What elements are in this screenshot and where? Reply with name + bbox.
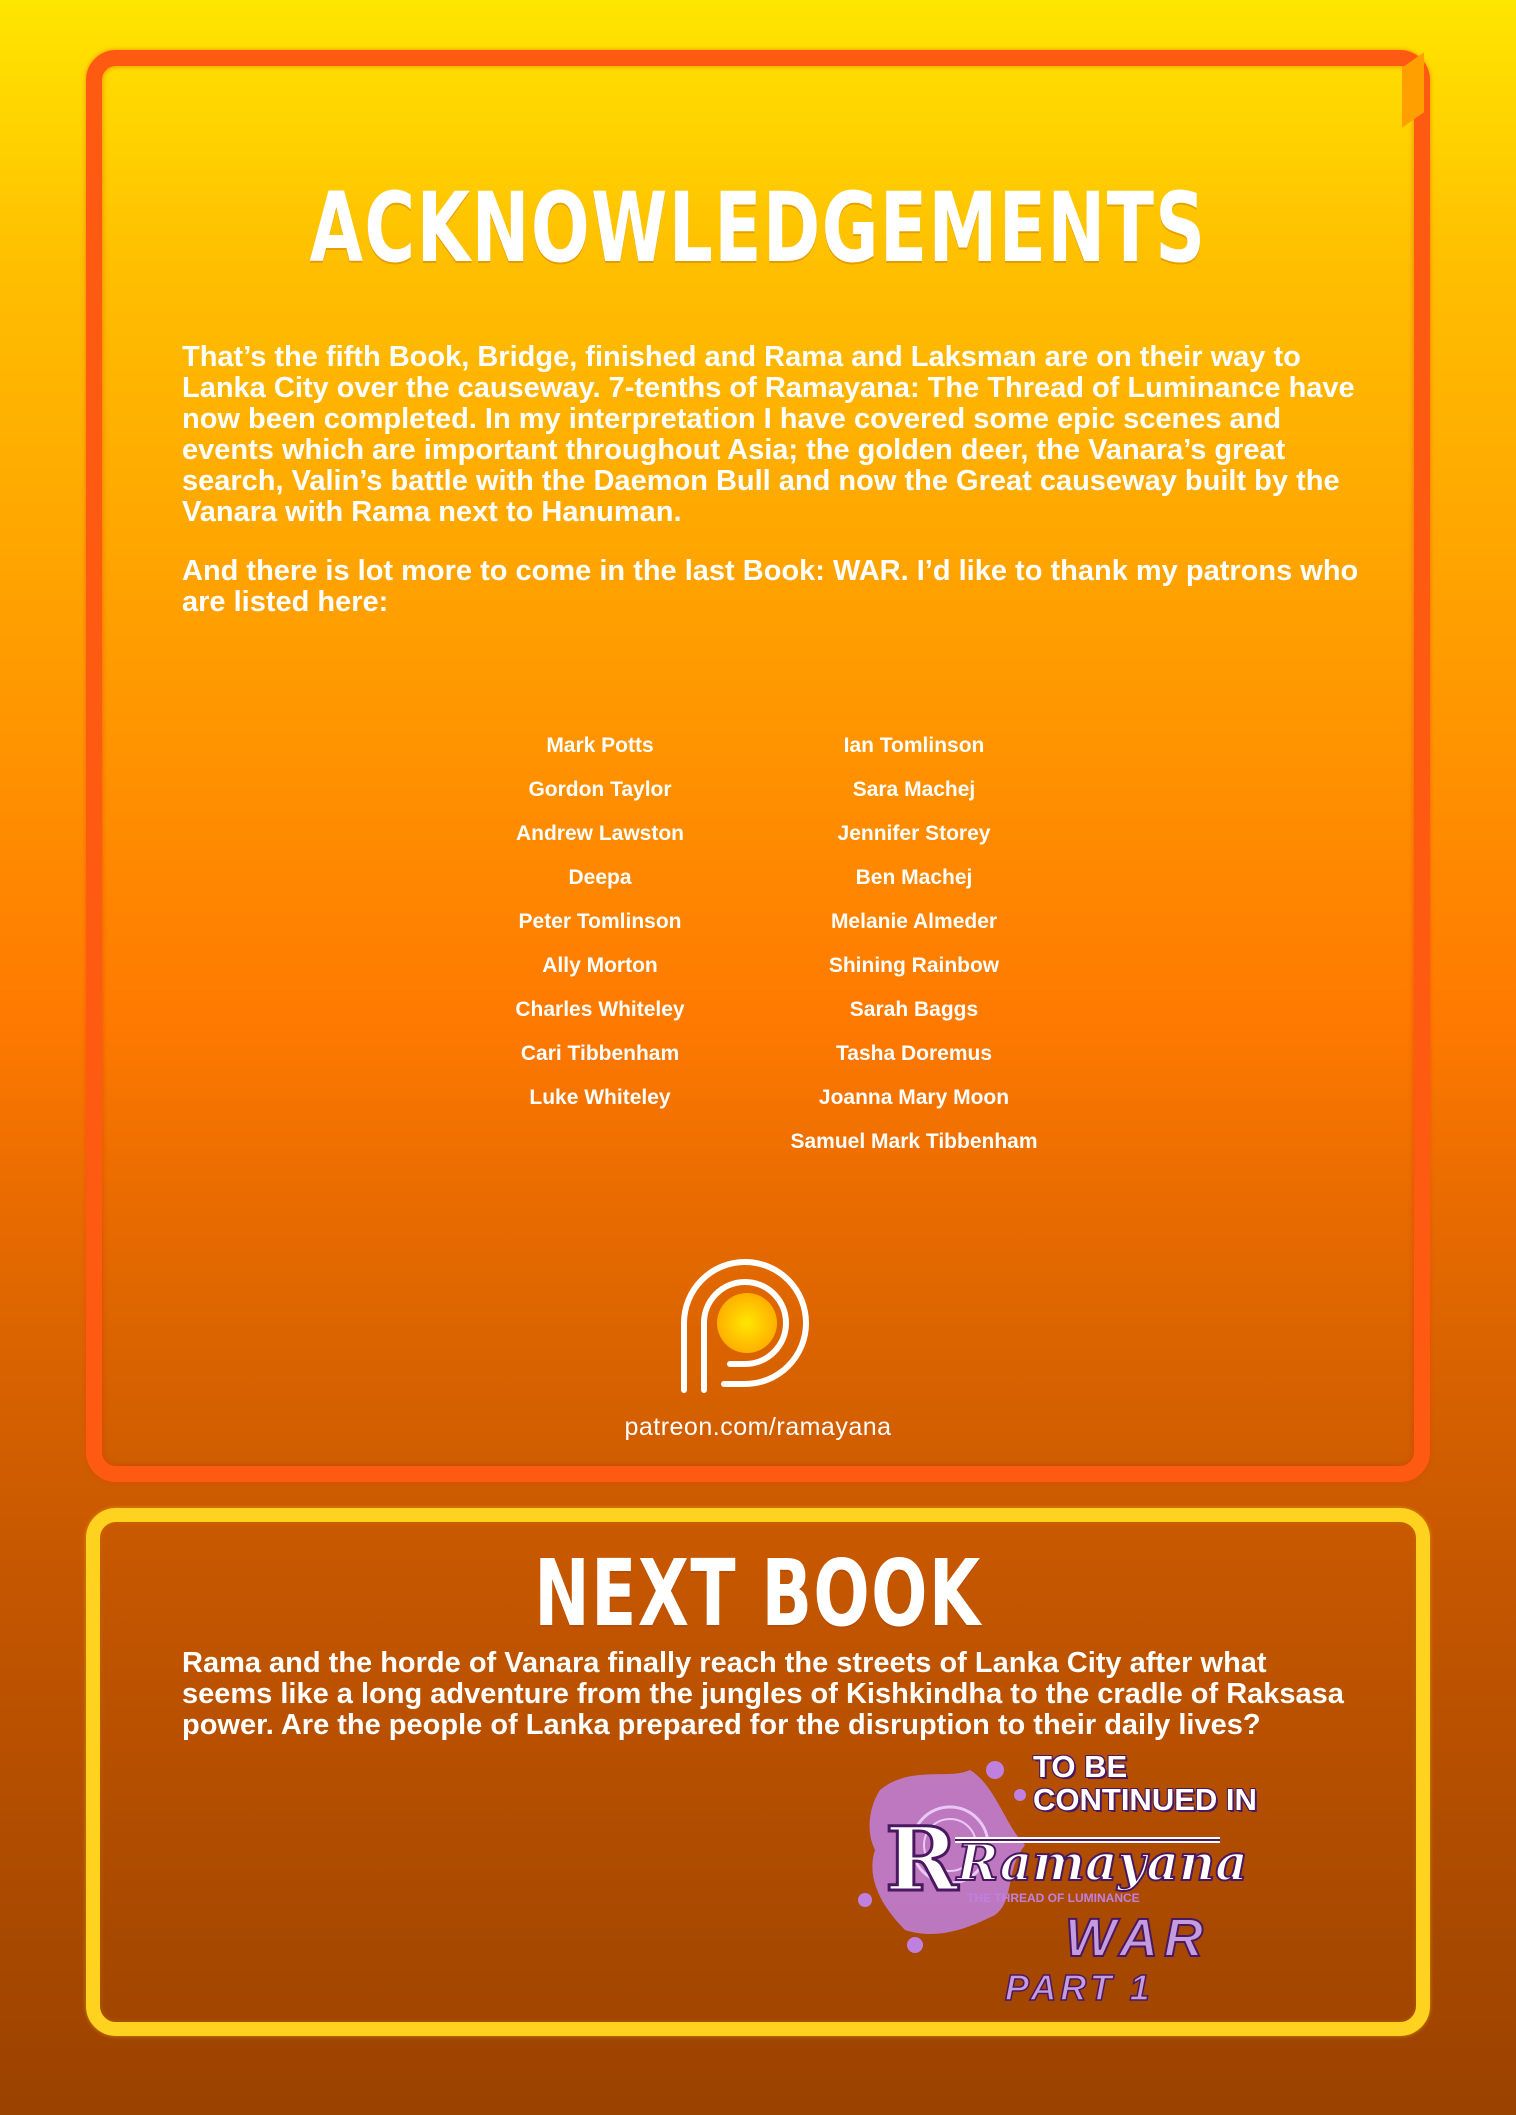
patron-name: Gordon Taylor <box>528 778 672 801</box>
patron-name: Ben Machej <box>855 866 973 889</box>
patron-name: Peter Tomlinson <box>518 910 682 933</box>
svg-text:PART 1: PART 1 <box>1005 1967 1154 2008</box>
patron-name: Deepa <box>568 866 632 889</box>
intro-paragraph-2: And there is lot more to come in the last Book: WAR. I’d like to thank my patrons who are listed here: <box>182 555 1359 618</box>
svg-text:R: R <box>885 1807 959 1911</box>
patron-name: Shining Rainbow <box>828 954 1000 977</box>
to-be-continued-text: TO BE CONTINUED IN <box>1033 1749 1257 1817</box>
patron-name: Tasha Doremus <box>836 1042 992 1065</box>
patron-name: Melanie Almeder <box>830 910 998 933</box>
patron-list-left <box>430 728 770 1124</box>
svg-text:THE THREAD OF LUMINANCE: THE THREAD OF LUMINANCE <box>967 1891 1140 1905</box>
patron-name: Sara Machej <box>852 778 976 801</box>
patron-name: Cari Tibbenham <box>520 1042 680 1065</box>
patreon-logo-icon[interactable] <box>672 1250 818 1396</box>
patreon-sun-icon <box>717 1293 777 1353</box>
to-be-continued-block <box>855 1750 1275 2015</box>
patron-name: Samuel Mark Tibbenham <box>790 1130 1038 1153</box>
next-book-description: Rama and the horde of Vanara finally reach the streets of Lanka City after what seems like a long adventure from the jungles of Kishkindha to the cradle of Raksasa power. Are the people of Lanka prepared for the disruption to their daily lives? <box>182 1647 1344 1741</box>
patron-name: Joanna Mary Moon <box>818 1086 1010 1109</box>
svg-text:WAR: WAR <box>1065 1908 1209 1968</box>
patron-name: Jennifer Storey <box>837 822 991 845</box>
patron-name: Luke Whiteley <box>529 1086 671 1109</box>
next-book-title: NEXT BOOK <box>534 1540 982 1647</box>
intro-paragraph-1: That’s the fifth Book, Bridge, finished and Rama and Laksman are on their way to Lanka City over the causeway. 7-tenths of Ramayana: The Thread of Luminance have now been completed. In my interpretation I have covered some epic scenes and events which are important throughout Asia; the golden deer, the Vanara’s great search, Valin’s battle with the Daemon Bull and now the Great causeway built by the Vanara with Rama next to Hanuman. <box>182 341 1355 528</box>
patron-name: Ian Tomlinson <box>843 734 985 757</box>
patron-name: Andrew Lawston <box>515 822 684 845</box>
patron-name: Ally Morton <box>542 954 658 977</box>
patreon-link[interactable]: patreon.com/ramayana <box>624 1413 892 1441</box>
patron-name: Sarah Baggs <box>849 998 979 1021</box>
patron-name: Charles Whiteley <box>515 998 685 1021</box>
patron-name: Mark Potts <box>546 734 654 757</box>
svg-text:Ramayana: Ramayana <box>957 1833 1248 1892</box>
patron-list-right <box>744 728 1084 1168</box>
acknowledgements-title: ACKNOWLEDGEMENTS <box>309 172 1207 284</box>
